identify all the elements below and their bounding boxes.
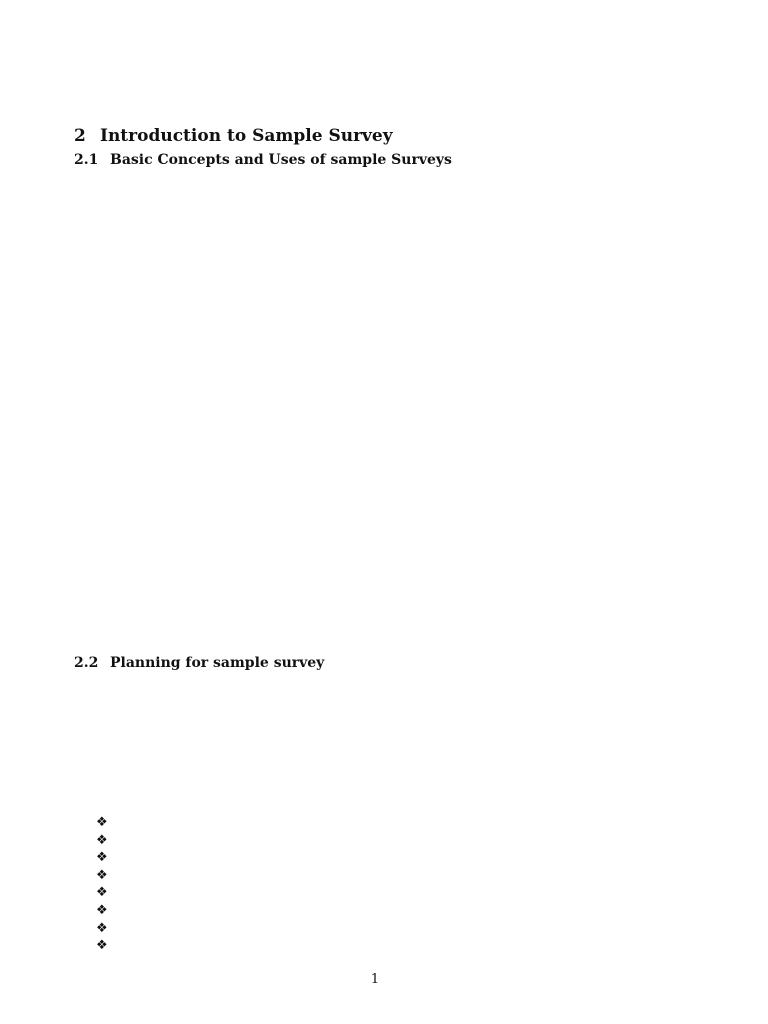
list-item	[96, 937, 108, 955]
list-item	[96, 884, 108, 902]
section-number: 2.1	[74, 152, 99, 168]
diamond-bullet-icon: ❖	[96, 902, 108, 918]
list-item	[96, 814, 108, 832]
diamond-bullet-icon: ❖	[96, 938, 108, 954]
section-heading-2-2	[74, 655, 324, 671]
chapter-title: Introduction to Sample Survey	[100, 126, 393, 146]
list-item	[96, 920, 108, 938]
list-item	[96, 849, 108, 867]
chapter-number: 2	[74, 126, 86, 146]
diamond-bullet-icon: ❖	[96, 815, 108, 830]
list-item	[96, 832, 108, 850]
list-item	[96, 902, 108, 920]
section-title: Basic Concepts and Uses of sample Surveys	[110, 152, 452, 168]
diamond-bullet-icon: ❖	[96, 885, 108, 901]
page-number: 1	[370, 972, 380, 987]
section-title: Planning for sample survey	[110, 655, 325, 671]
diamond-bullet-icon: ❖	[96, 832, 108, 848]
section-number: 2.2	[74, 655, 99, 671]
bullet-list	[96, 814, 108, 955]
diamond-bullet-icon: ❖	[96, 867, 108, 883]
chapter-heading	[74, 126, 393, 146]
section-heading-2-1	[74, 152, 452, 168]
list-item	[96, 867, 108, 885]
diamond-bullet-icon: ❖	[96, 920, 108, 936]
diamond-bullet-icon: ❖	[96, 850, 108, 866]
